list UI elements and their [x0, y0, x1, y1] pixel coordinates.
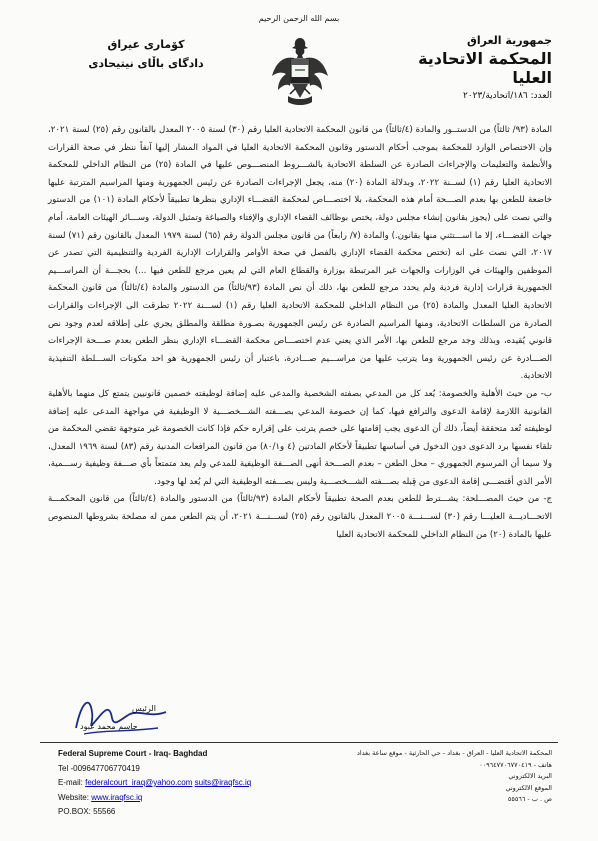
footer-pobox: PO.BOX: 55566 [58, 807, 116, 816]
footer-website-label: Website: [58, 792, 92, 802]
footer-court-name: Federal Supreme Court - Iraq- Baghdad [58, 749, 208, 758]
footer-english [58, 747, 298, 820]
court-name: المحكمة الاتحادية العليا [418, 49, 552, 87]
paragraph-c: ج- من حيث المصـــلحة: يشـــترط للطعن بعدم الصحة تطبيقاً لأحكام المادة (٩٣/ثالثاً) من الدستور والمادة (٤/ثالثاً) من قانون المحكمـــة الاتحـــاديـــة العليـــا رقم (٣٠) لســـنـــة ٢٠٠٥ المعدل بالقانون رقم (٢٥) لســـنـــة ٢٠٢١، أن يتم الطعن ممن له مصلحة بشروطها المنصوص عليها بالمادة (٢٠) من النظام الداخلي للمحكمة الاتحادية العليا [48, 494, 552, 540]
footer-tel: Tel -009647706770419 [58, 763, 140, 773]
signer-title: الرئيس [132, 704, 156, 713]
header-right [402, 34, 552, 101]
footer-email-row [58, 776, 298, 791]
footer-ar-pobox: ص . ب - ٥٥٥٦٦ [507, 795, 552, 803]
footer-email-1[interactable]: federalcourt_iraq@yahoo.com [85, 778, 193, 787]
footer-ar-site: الموقع الالكتروني [505, 783, 552, 792]
footer-website-row [58, 791, 298, 806]
reference-number: العدد: ١٨٦/اتحادية/٢٠٢٣ [462, 91, 552, 101]
footer-divider [40, 742, 558, 743]
signer-name: جاسم محمد عبود [80, 722, 138, 731]
iraq-eagle-emblem-icon [270, 32, 330, 112]
court-name-kurdish: دادگای باڵای نیتیحادی [88, 57, 204, 70]
header-left [86, 38, 206, 70]
handwritten-signature-icon [46, 688, 206, 748]
footer-website-link[interactable]: www.iraqfsc.iq [91, 792, 143, 802]
paragraph-b: ب- من حيث الأهلية والخصومة: يُعد كل من المدعي بصفته الشخصية والمدعى عليه إضافة لوظيفته خصمين قانونيين يتمتع كل منهما بالأهلية القانونية اللازمة لإقامة الدعوى والترافع فيها، كما إن خصومة المدعي بصـــفته الشـــخصـــية لا الوظيفية في مواجهة المدعى عليه إضافة لوظيفته تُعد متحققة أيضاً، ذلك أن الدعوى يجب إقامتها على خصم يترتب على إقراره حكم فإذا كانت الخصومة غير متوجهة تقضي المحكمة من تلقاء نفسها برد الدعوى دون الدخول في أساسها تطبيقاً لأحكام المادتين (٤ و٨٠/١) من قانون المرافعات المدنية رقم (٨٣) لسنة ١٩٦٩ المعدل، ولا سيما أن المرسوم الجمهوري – محل الطعن – بعدم الصـــحة أنهى الصـــفة الوظيفية للمدعي ولم يعد متمتعاً بأي صـــفة وظيفية رســـمية، الأمر الذي أقتضـــى إقامة الدعوى من قِبله بصـــفته الشـــخصـــية وليس بصـــفته الوظيفية التي لم يُعد لها وجود. [48, 388, 552, 487]
footer-ar-phone: هاتف - ٠٠٩٦٤٧٧٠٦٧٧٠٤١٩ [479, 760, 552, 769]
country-name: جمهورية العراق [467, 34, 552, 47]
document-body [48, 122, 552, 544]
signature-block [46, 688, 206, 748]
paragraph-a: المادة (٩٣/ ثالثاً) من الدستــور والمادة (٤/ثالثاً) من قانون المحكمة الاتحادية العليا رقم (٣٠) لسنة ٢٠٠٥ المعدل بالقانون رقم (٢٥) لسنة ٢٠٢١، وإن الاختصاص الوارد للمحكمة بموجب أحكام الدستور وقانون المحكمة الاتحادية العليا في المواد المشار إليها آنفاً ننظر في صحة القرارات والأنظمة والتعليمات والإجراءات الصادرة عن السلطة الاتحادية بالشـــروط المنصـــوص عليها في المادة (٢٥) من النظام الداخلي للمحكمة الاتحادية العليا رقم (١) لســنة ٢٠٢٢، وبدلالة المادة (٢٠) منه، يجعل الإجراءات الصادرة عن رئيس الجمهورية ومنها المراسيم المترتبة عليها خاضعة للطعن بها بعدم الصـــحة أمام هذه المحكمة، بلا اختصـــاص لمحكمة القضـــاء الإداري بنظرها تطبيقاً لأحكام المادة (١٠١) من الدستور والتي نصت على (يجوز بقانون إنشاء مجلس دولة، يختص بوظائف القضاء الإداري والإفتاء والصياغة وتمثيل الدولة، وســـائر الهيئات العامة، أمام جهات القضـــاء، إلا ما اســـتثني منها بقانون.) والمادة (٧/ رابعاً) من قانون مجلس الدولة رقم (٦٥) لسنة ١٩٧٩ المعدل بالقانون رقم (٧١) لسنة ٢٠١٧، التي نصت على انه (تختص محكمة القضاء الإداري بالفصل في صحة الأوامر والقرارات الإدارية الفردية والتنظيمية التي تصدر عن الموظفين والهيئات في الوزارات والجهات غير المرتبطة بوزارة والقطاع العام التي لم يعين مرجع للطعن فيها ...) بحجـــة أن المراســـيم الجمهورية قرارات إدارية فردية ولم يحدد مرجع للطعن بها، ذلك أن نص المادة (٩٣/ثالثاً) من الدستور والمادة (٤/ثالثاً) من قانون المحكمة الاتحادية العليا المعدل والمادة (٢٥) من النظام الداخلي للمحكمة الاتحادية العليا رقم (١) لســـنة ٢٠٢٢ تطرقت الى الإجراءات والقرارات الصادرة من السلطات الاتحادية، ومنها المراسيم الصادرة عن رئيس الجمهورية بصـورة مطلقة والمطلق يجري على إطلاقه لعدم وجود نص قانوني يُقيده، وبذلك وجد مرجع للطعن بها، الأمر الذي يعني عدم اختصـــاص محكمة القضـــاء الإداري بنظر الطعن بعدم صـــحة الإجراءات الصـــادرة عن رئيس الجمهورية وما يترتب عليها من مراســـيم صـــادرة، باعتبار أن رئيس الجمهورية هو احد مكونات الســـلطة التنفيذية الاتحادية. [48, 125, 553, 382]
footer-ar-email: البريد الالكتروني [508, 772, 552, 780]
footer-ar-address: المحكمة الاتحادية العليا - العراق - بغداد - حي الحارثية - موقع ساعة بغداد [357, 749, 552, 757]
footer-email-label: E-mail: [58, 778, 86, 787]
basmala: بسم الله الرحمن الرحيم [258, 14, 340, 23]
footer-arabic [292, 748, 552, 806]
country-name-kurdish: كۆماری عیراق [107, 38, 185, 51]
footer-email-2[interactable]: suits@iraqfsc.iq [194, 778, 252, 787]
